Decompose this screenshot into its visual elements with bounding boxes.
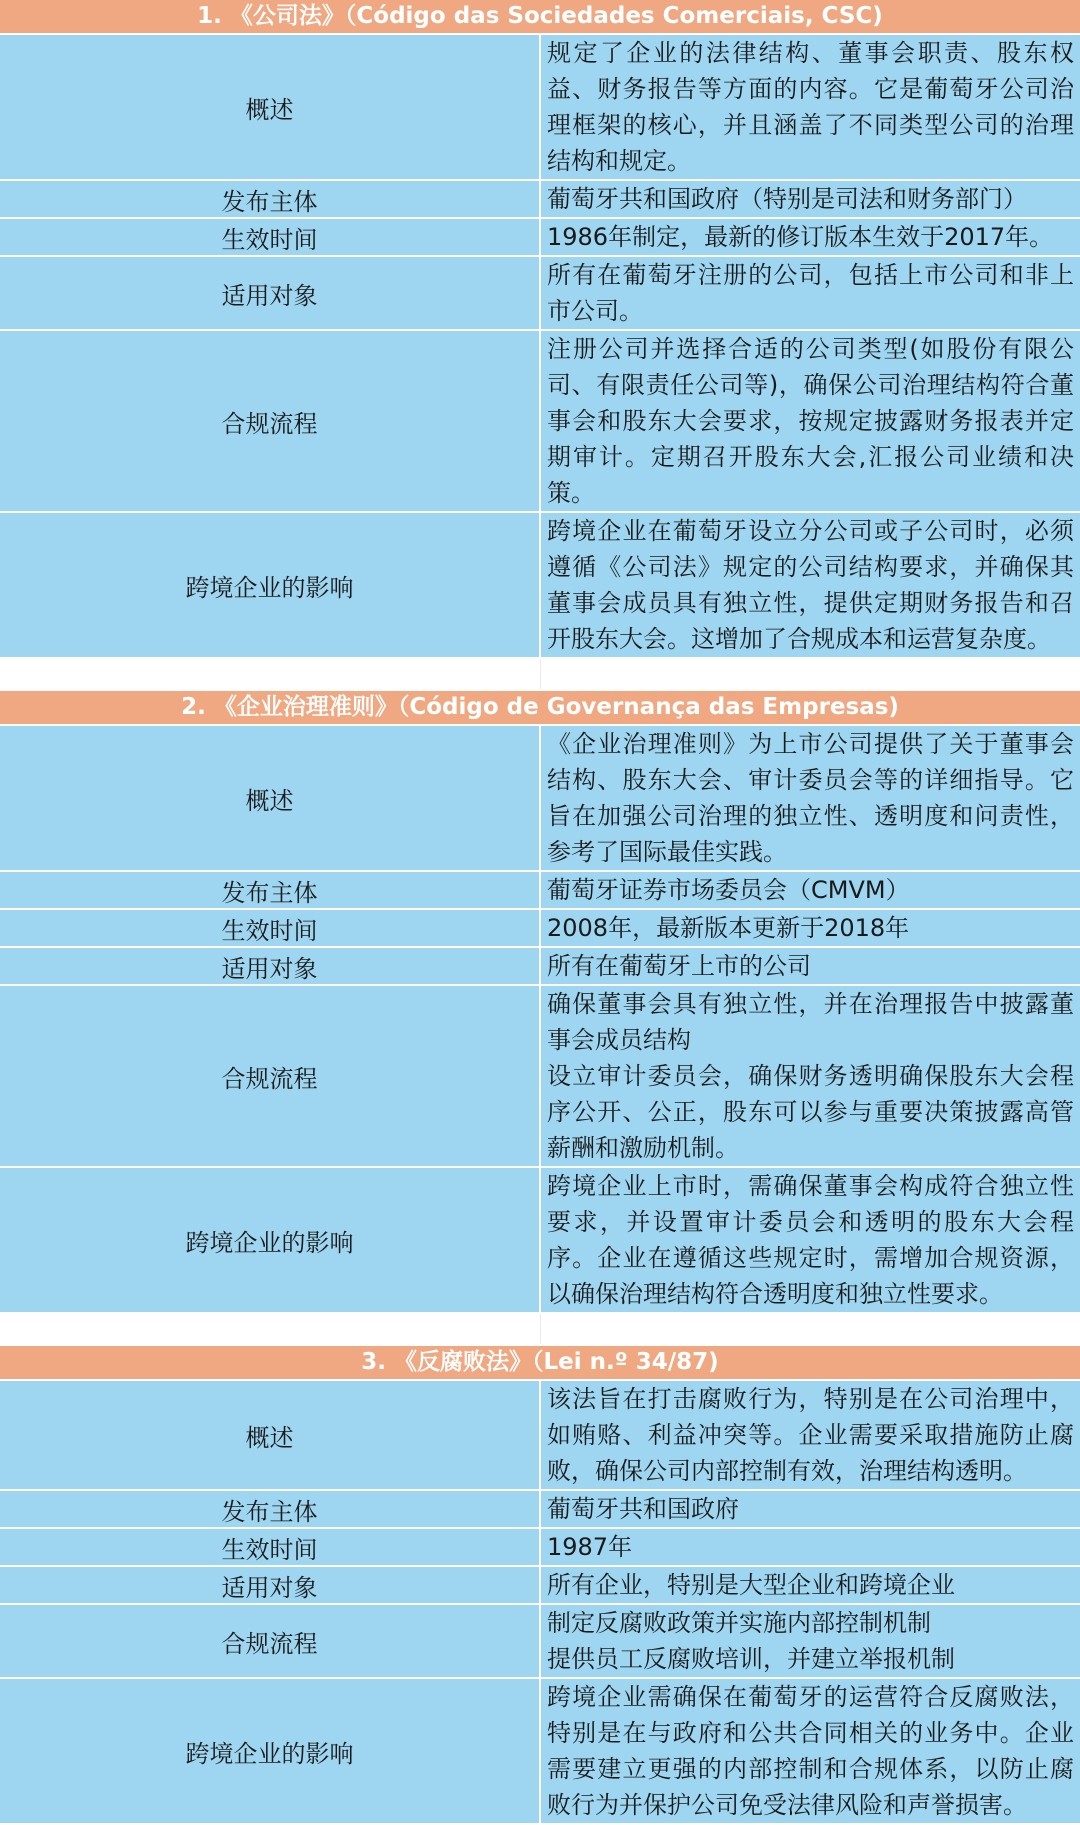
row-value: 跨境企业需确保在葡萄牙的运营符合反腐败法，特别是在与政府和公共合同相关的业务中。企业需要建立更强的内部控制和合规体系，以防止腐败行为并保护公司免受法律风险和声誉损害。: [540, 1678, 1080, 1824]
section-title: 2. 《企业治理准则》（Código de Governança das Empresas): [0, 691, 1080, 725]
row-value: 确保董事会具有独立性，并在治理报告中披露董事会成员结构 设立审计委员会，确保财务透明确保股东大会程序公开、公正，股东可以参与重要决策披露高管薪酬和激励机制。: [540, 985, 1080, 1167]
table-row: [0, 34, 1080, 180]
row-value: 葡萄牙共和国政府（特别是司法和财务部门）: [540, 180, 1080, 218]
row-label: 生效时间: [0, 1528, 540, 1566]
row-label: 合规流程: [0, 1604, 540, 1678]
row-value: 跨境企业在葡萄牙设立分公司或子公司时，必须遵循《公司法》规定的公司结构要求，并确保其董事会成员具有独立性，提供定期财务报告和召开股东大会。这增加了合规成本和运营复杂度。: [540, 512, 1080, 658]
row-label: 概述: [0, 1380, 540, 1490]
row-value: 规定了企业的法律结构、董事会职责、股东权益、财务报告等方面的内容。它是葡萄牙公司治理框架的核心，并且涵盖了不同类型公司的治理结构和规定。: [540, 34, 1080, 180]
row-label: 跨境企业的影响: [0, 1167, 540, 1313]
law-section-table: [0, 1346, 1080, 1825]
row-value: 葡萄牙共和国政府: [540, 1490, 1080, 1528]
row-label: 合规流程: [0, 330, 540, 512]
row-value: 1987年: [540, 1528, 1080, 1566]
row-value: 《企业治理准则》为上市公司提供了关于董事会结构、股东大会、审计委员会等的详细指导。它旨在加强公司治理的独立性、透明度和问责性，参考了国际最佳实践。: [540, 725, 1080, 871]
table-row: [0, 256, 1080, 330]
table-row: [0, 947, 1080, 985]
row-label: 概述: [0, 725, 540, 871]
law-section-table: [0, 0, 1080, 691]
row-value: 1986年制定，最新的修订版本生效于2017年。: [540, 218, 1080, 256]
row-label: 发布主体: [0, 1490, 540, 1528]
row-label: 概述: [0, 34, 540, 180]
row-label: 生效时间: [0, 218, 540, 256]
section-title: 3. 《反腐败法》（Lei n.º 34/87): [0, 1346, 1080, 1380]
row-value: 所有在葡萄牙注册的公司，包括上市公司和非上市公司。: [540, 256, 1080, 330]
row-label: 发布主体: [0, 871, 540, 909]
row-label: 发布主体: [0, 180, 540, 218]
table-row: [0, 330, 1080, 512]
table-row: [0, 218, 1080, 256]
table-row: [0, 909, 1080, 947]
section-title-row: [0, 691, 1080, 725]
table-row: [0, 1380, 1080, 1490]
table-row: [0, 1167, 1080, 1313]
law-section-table: [0, 691, 1080, 1346]
row-value: 所有在葡萄牙上市的公司: [540, 947, 1080, 985]
table-row: [0, 985, 1080, 1167]
table-row: [0, 1678, 1080, 1824]
row-value: 制定反腐败政策并实施内部控制机制 提供员工反腐败培训，并建立举报机制: [540, 1604, 1080, 1678]
section-title: 1. 《公司法》（Código das Sociedades Comerciais, CSC): [0, 0, 1080, 34]
table-row: [0, 1528, 1080, 1566]
row-value: 葡萄牙证券市场委员会（CMVM）: [540, 871, 1080, 909]
table-row: [0, 1566, 1080, 1604]
row-label: 合规流程: [0, 985, 540, 1167]
row-label: 跨境企业的影响: [0, 1678, 540, 1824]
row-label: 适用对象: [0, 256, 540, 330]
table-row: [0, 1604, 1080, 1678]
table-row: [0, 512, 1080, 658]
row-value: 注册公司并选择合适的公司类型(如股份有限公司、有限责任公司等)，确保公司治理结构符合董事会和股东大会要求，按规定披露财务报表并定期审计。定期召开股东大会,汇报公司业绩和决策。: [540, 330, 1080, 512]
table-row: [0, 180, 1080, 218]
section-spacer: [0, 658, 1080, 690]
row-label: 适用对象: [0, 947, 540, 985]
table-row: [0, 725, 1080, 871]
section-spacer: [0, 1313, 1080, 1345]
table-row: [0, 871, 1080, 909]
row-value: 跨境企业上市时，需确保董事会构成符合独立性要求，并设置审计委员会和透明的股东大会程序。企业在遵循这些规定时，需增加合规资源，以确保治理结构符合透明度和独立性要求。: [540, 1167, 1080, 1313]
row-label: 生效时间: [0, 909, 540, 947]
row-value: 所有企业，特别是大型企业和跨境企业: [540, 1566, 1080, 1604]
row-value: 2008年，最新版本更新于2018年: [540, 909, 1080, 947]
section-title-row: [0, 1346, 1080, 1380]
row-label: 适用对象: [0, 1566, 540, 1604]
row-value: 该法旨在打击腐败行为，特别是在公司治理中，如贿赂、利益冲突等。企业需要采取措施防止腐败，确保公司内部控制有效，治理结构透明。: [540, 1380, 1080, 1490]
table-row: [0, 1490, 1080, 1528]
section-title-row: [0, 0, 1080, 34]
row-label: 跨境企业的影响: [0, 512, 540, 658]
